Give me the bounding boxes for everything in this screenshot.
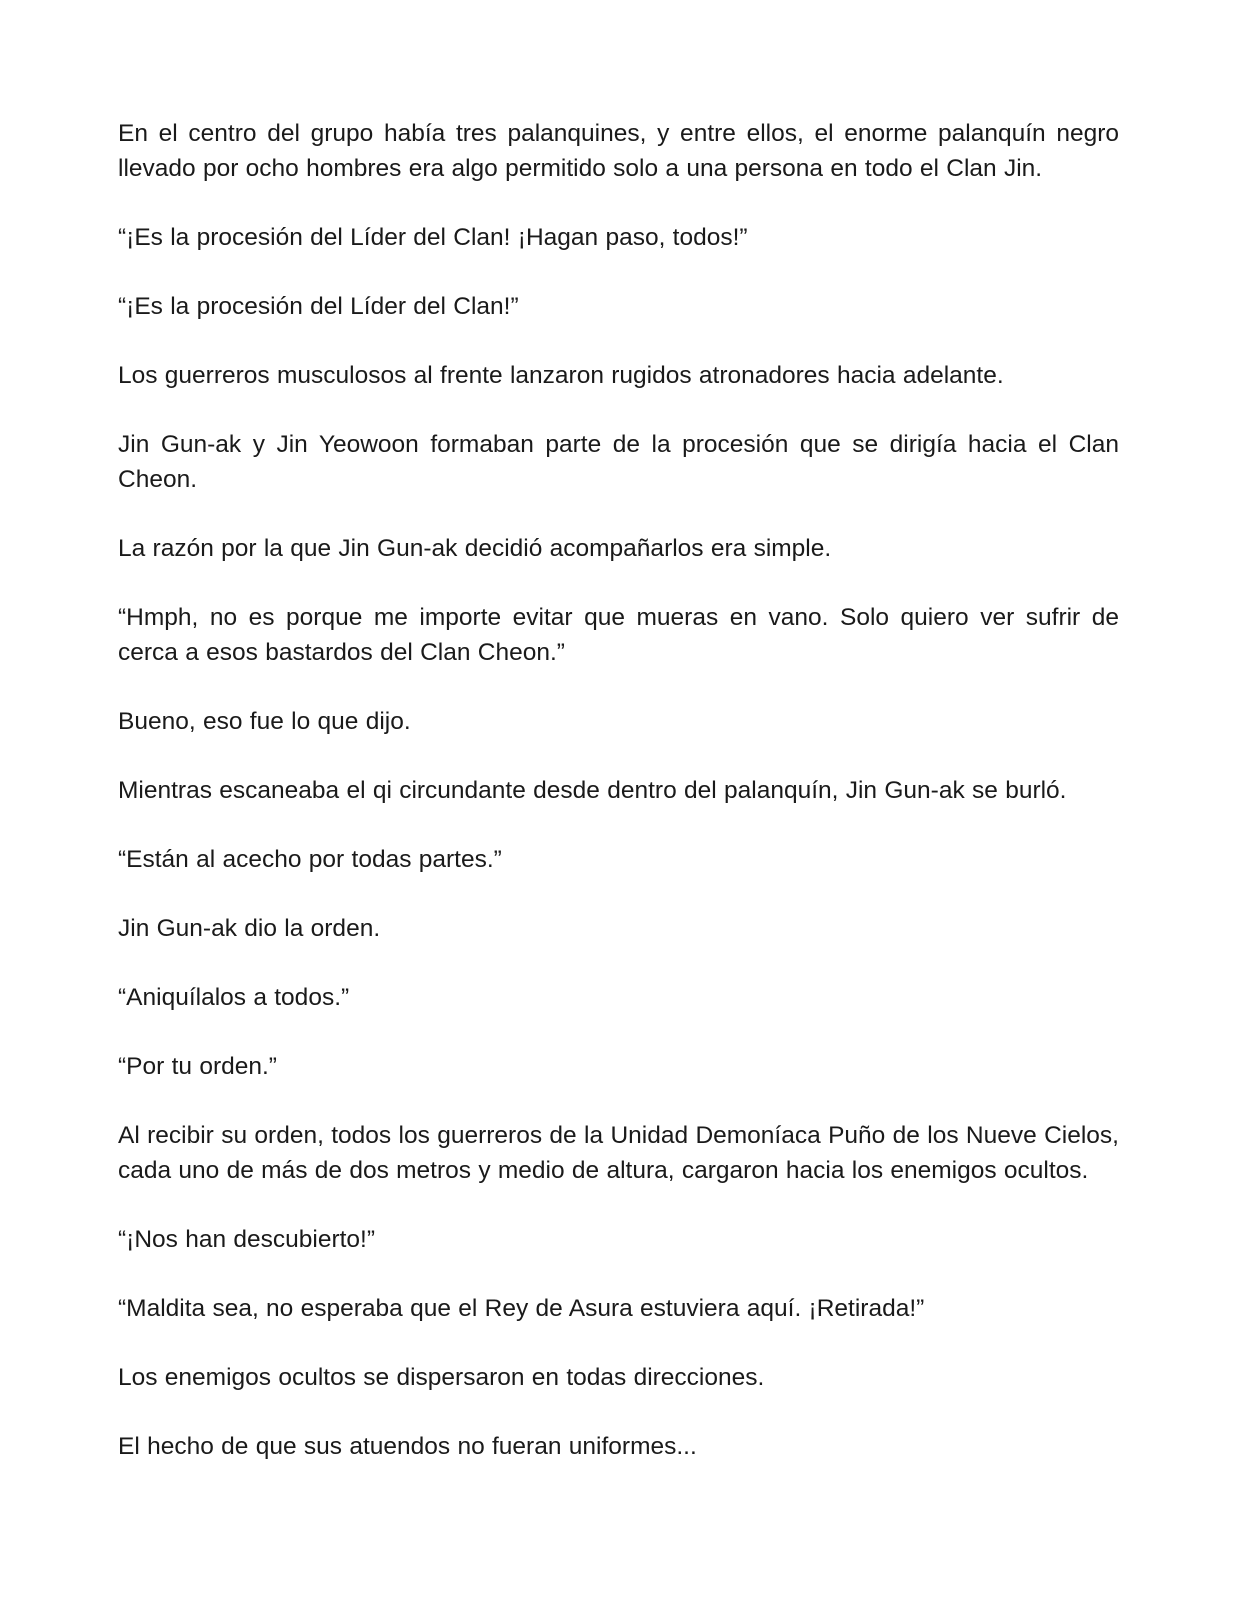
paragraph-3: “¡Es la procesión del Líder del Clan!” xyxy=(118,293,519,320)
paragraph-1: En el centro del grupo había tres palanquines, y entre ellos, el enorme palanquín negro llevado por ocho hombres era algo permitido solo a una persona en todo el Clan Jin. xyxy=(118,120,1119,182)
paragraph-15: “¡Nos han descubierto!” xyxy=(118,1226,376,1253)
paragraph-8: Bueno, eso fue lo que dijo. xyxy=(118,708,411,735)
paragraph-4: Los guerreros musculosos al frente lanzaron rugidos atronadores hacia adelante. xyxy=(118,362,1004,389)
paragraph-7: “Hmph, no es porque me importe evitar que mueras en vano. Solo quiero ver sufrir de cerca a esos bastardos del Clan Cheon.” xyxy=(118,604,1119,666)
paragraph-6: La razón por la que Jin Gun-ak decidió acompañarlos era simple. xyxy=(118,535,832,562)
paragraph-14: Al recibir su orden, todos los guerreros de la Unidad Demoníaca Puño de los Nueve Cielos, cada uno de más de dos metros y medio de altura, cargaron hacia los enemigos ocultos. xyxy=(118,1122,1119,1184)
paragraph-10: “Están al acecho por todas partes.” xyxy=(118,846,502,873)
paragraph-18: El hecho de que sus atuendos no fueran uniformes... xyxy=(118,1433,697,1460)
paragraph-17: Los enemigos ocultos se dispersaron en todas direcciones. xyxy=(118,1364,765,1391)
paragraph-12: “Aniquílalos a todos.” xyxy=(118,984,350,1011)
paragraph-2: “¡Es la procesión del Líder del Clan! ¡Hagan paso, todos!” xyxy=(118,224,748,251)
paragraph-16: “Maldita sea, no esperaba que el Rey de Asura estuviera aquí. ¡Retirada!” xyxy=(118,1295,925,1322)
paragraph-5: Jin Gun-ak y Jin Yeowoon formaban parte de la procesión que se dirigía hacia el Clan Cheon. xyxy=(118,431,1119,493)
paragraph-9: Mientras escaneaba el qi circundante desde dentro del palanquín, Jin Gun-ak se burló. xyxy=(118,777,1067,804)
paragraph-11: Jin Gun-ak dio la orden. xyxy=(118,915,381,942)
paragraph-13: “Por tu orden.” xyxy=(118,1053,277,1080)
